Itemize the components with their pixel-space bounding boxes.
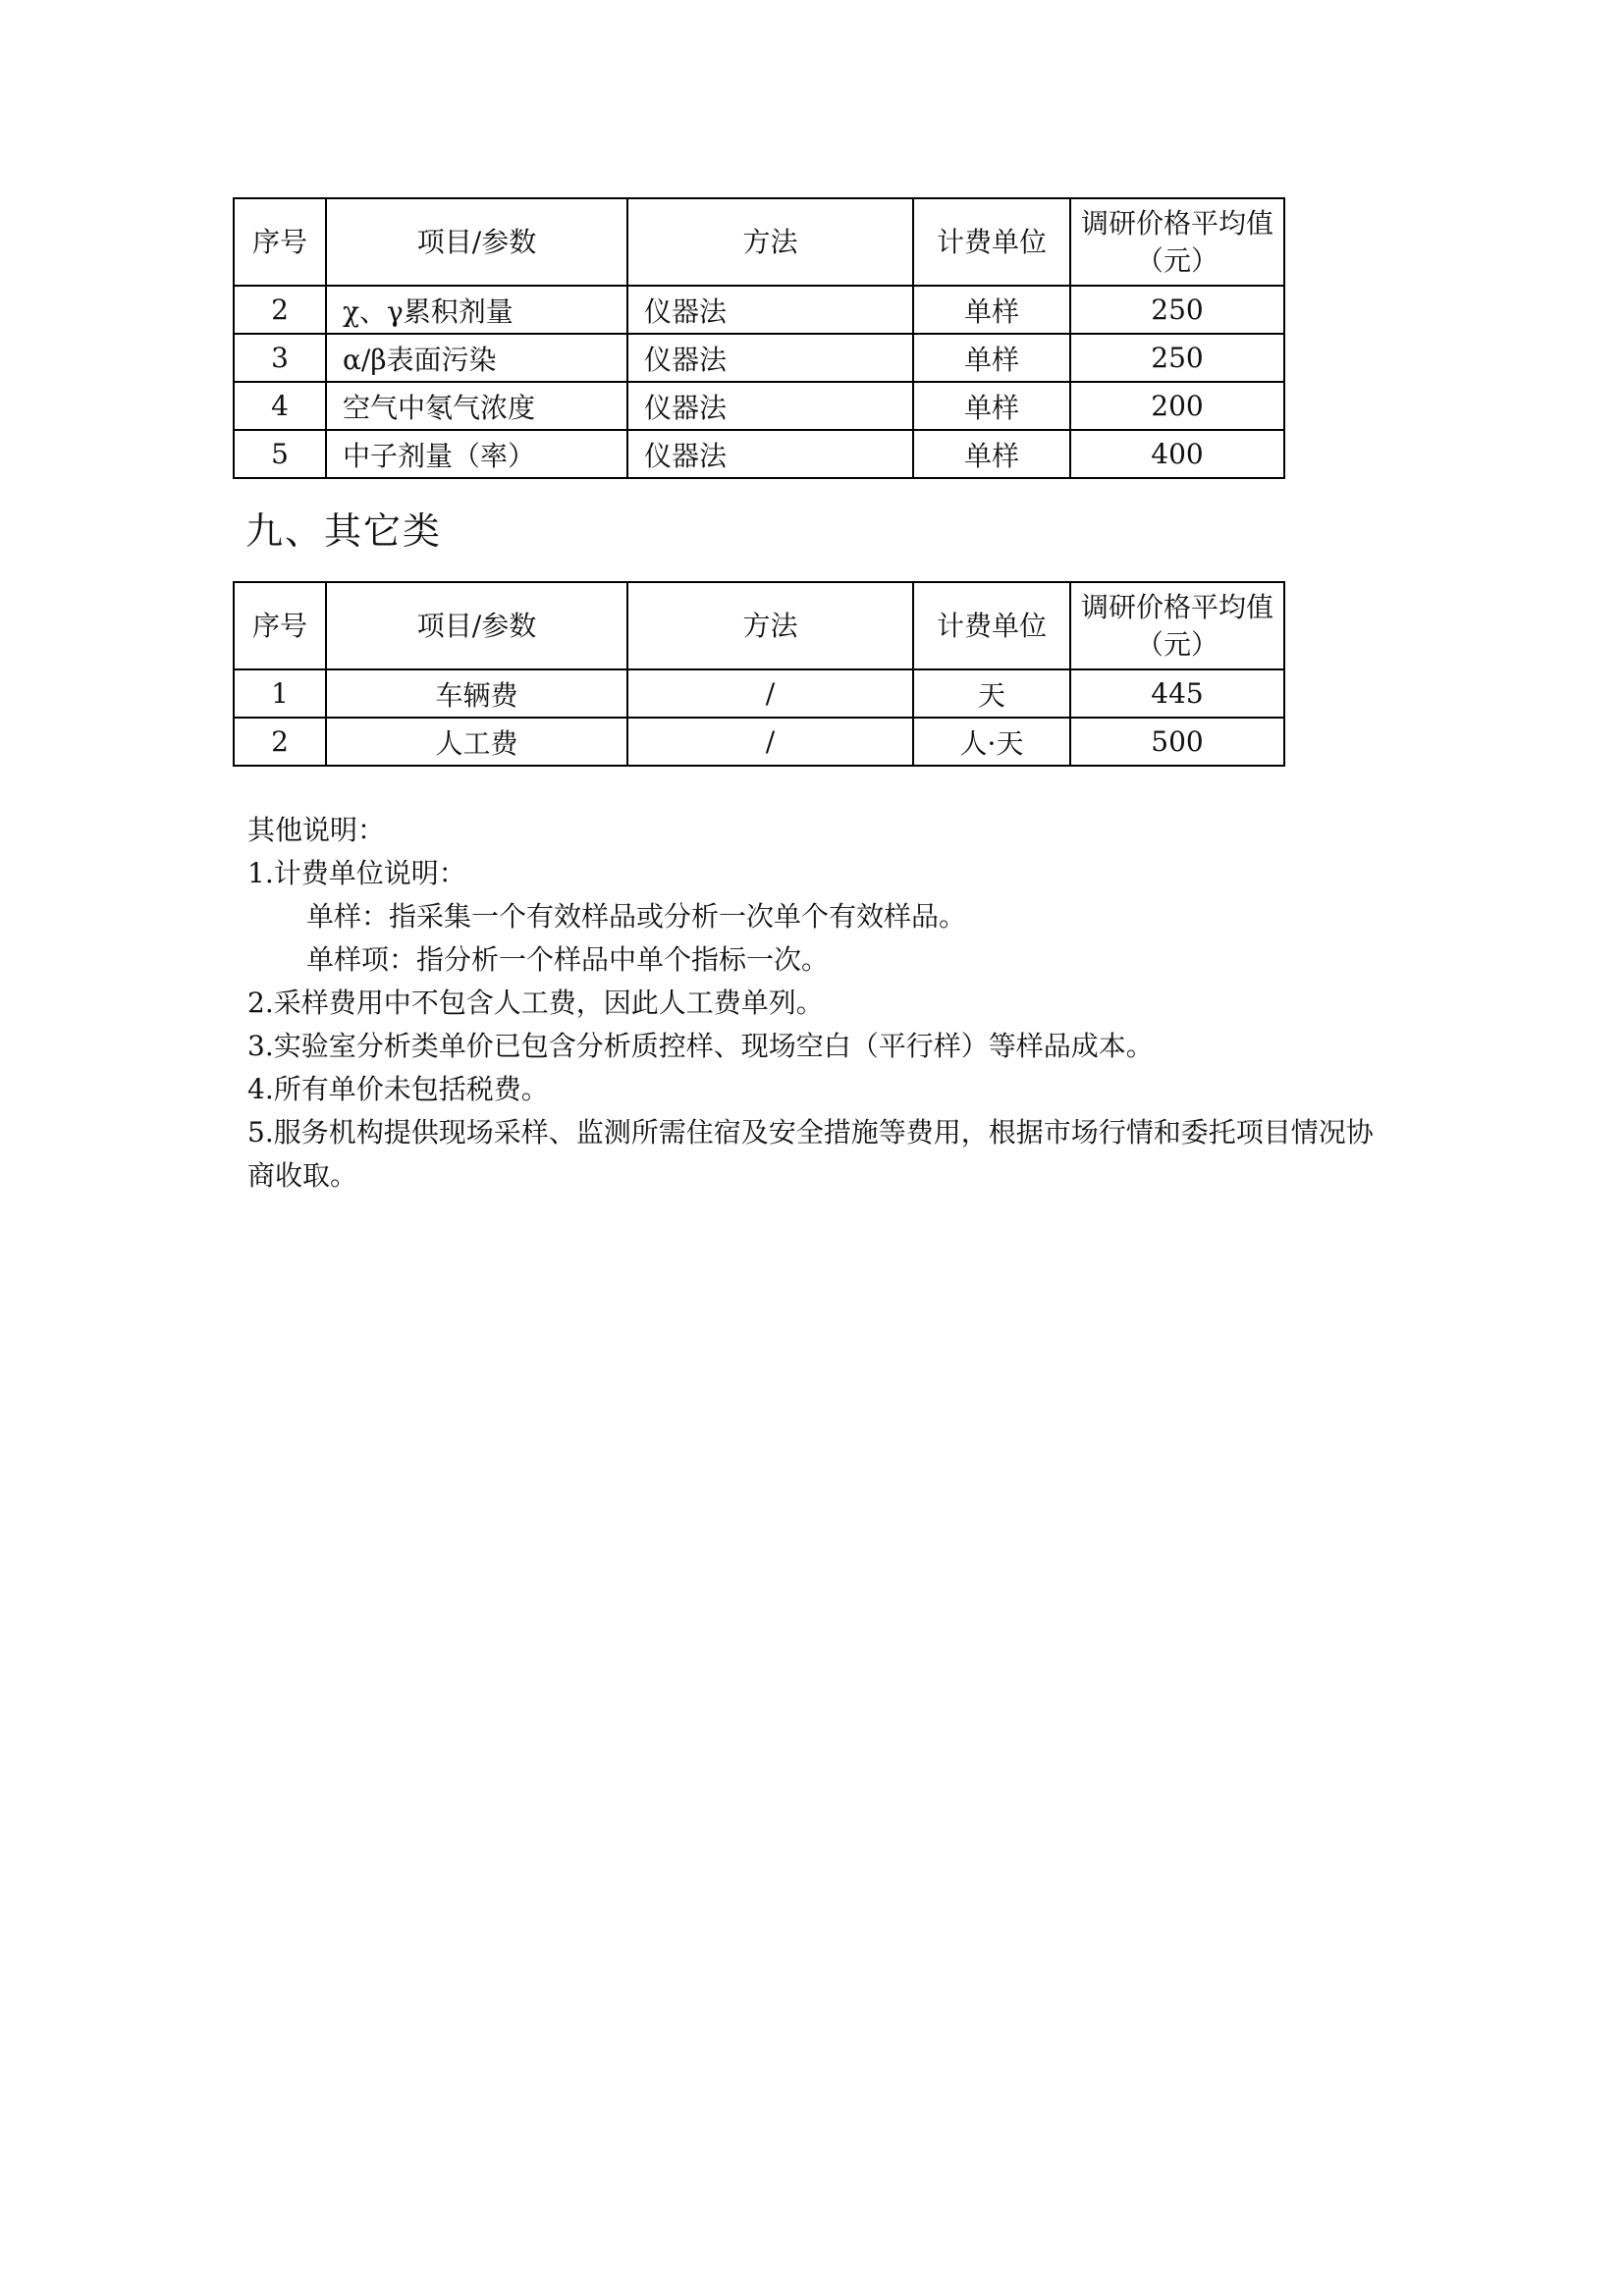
cell-price: 500 — [1070, 718, 1284, 766]
note-item: 2.采样费用中不包含人工费，因此人工费单列。 — [247, 987, 824, 1019]
cell-item: 人工费 — [326, 718, 627, 766]
cell-item: 车辆费 — [326, 669, 627, 718]
table-header-row — [234, 582, 1284, 669]
cell-unit: 天 — [913, 669, 1070, 718]
note-subitem: 单样：指采集一个有效样品或分析一次单个有效样品。 — [306, 900, 967, 933]
notes-block — [247, 809, 1386, 1198]
section-heading: 九、其它类 — [245, 509, 443, 553]
table-row — [234, 430, 1284, 478]
note-subitem: 单样项：指分析一个样品中单个指标一次。 — [306, 943, 830, 976]
cell-price: 250 — [1070, 286, 1284, 334]
note-item: 1.计费单位说明： — [247, 857, 466, 889]
cell-item: 中子剂量（率） — [326, 430, 627, 478]
cell-no: 5 — [234, 430, 326, 478]
cell-price: 200 — [1070, 382, 1284, 430]
cell-unit: 单样 — [913, 382, 1070, 430]
cell-price: 400 — [1070, 430, 1284, 478]
header-unit: 计费单位 — [913, 582, 1070, 669]
notes-title: 其他说明： — [247, 814, 386, 846]
cell-item: 空气中氡气浓度 — [326, 382, 627, 430]
cell-unit: 单样 — [913, 286, 1070, 334]
cell-no: 3 — [234, 334, 326, 382]
cell-price: 250 — [1070, 334, 1284, 382]
cell-price: 445 — [1070, 669, 1284, 718]
cell-method: 仪器法 — [627, 286, 913, 334]
header-method: 方法 — [627, 582, 913, 669]
cell-method: / — [627, 669, 913, 718]
header-item: 项目/参数 — [326, 198, 627, 286]
cell-item: α/β表面污染 — [326, 334, 627, 382]
radiation-price-table — [233, 197, 1285, 479]
cell-item: χ、γ累积剂量 — [326, 286, 627, 334]
header-price: 调研价格平均值（元） — [1070, 198, 1284, 286]
header-item: 项目/参数 — [326, 582, 627, 669]
table-row — [234, 669, 1284, 718]
cell-method: 仪器法 — [627, 334, 913, 382]
header-unit: 计费单位 — [913, 198, 1070, 286]
note-item: 5.服务机构提供现场采样、监测所需住宿及安全措施等费用，根据市场行情和委托项目情况协商收取。 — [247, 1116, 1374, 1192]
cell-no: 4 — [234, 382, 326, 430]
other-price-table — [233, 581, 1285, 767]
header-no: 序号 — [234, 198, 326, 286]
table-row — [234, 286, 1284, 334]
header-method: 方法 — [627, 198, 913, 286]
header-no: 序号 — [234, 582, 326, 669]
cell-no: 2 — [234, 286, 326, 334]
table-row — [234, 718, 1284, 766]
note-item: 3.实验室分析类单价已包含分析质控样、现场空白（平行样）等样品成本。 — [247, 1030, 1154, 1062]
cell-unit: 单样 — [913, 334, 1070, 382]
table-header-row — [234, 198, 1284, 286]
cell-no: 2 — [234, 718, 326, 766]
cell-unit: 单样 — [913, 430, 1070, 478]
cell-unit: 人·天 — [913, 718, 1070, 766]
cell-no: 1 — [234, 669, 326, 718]
cell-method: 仪器法 — [627, 382, 913, 430]
table-row — [234, 382, 1284, 430]
note-item: 4.所有单价未包括税费。 — [247, 1073, 549, 1105]
header-price: 调研价格平均值（元） — [1070, 582, 1284, 669]
table-row — [234, 334, 1284, 382]
cell-method: / — [627, 718, 913, 766]
cell-method: 仪器法 — [627, 430, 913, 478]
